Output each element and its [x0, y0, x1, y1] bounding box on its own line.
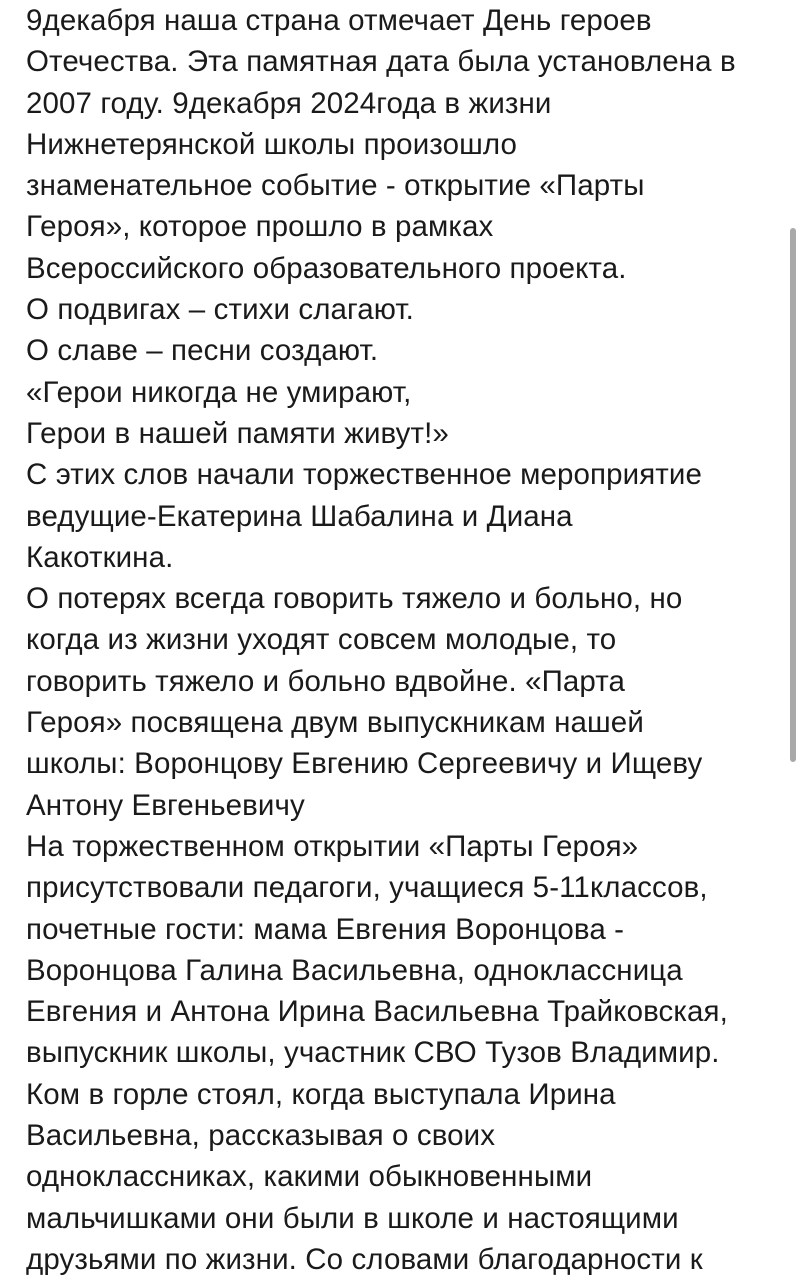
- vertical-scrollbar[interactable]: [790, 228, 796, 762]
- text-line: Нижнетерянской школы произошло: [26, 127, 517, 161]
- text-line: Ком в горле стоял, когда выступала Ирина: [26, 1077, 616, 1111]
- text-line: ведущие-Екатерина Шабалина и Диана: [26, 499, 573, 533]
- text-line: выпускник школы, участник СВО Тузов Владимир.: [26, 1036, 720, 1070]
- text-line: Антону Евгеньевичу: [26, 788, 305, 822]
- text-line: Герои в нашей памяти живут!»: [26, 416, 449, 450]
- text-line: О славе – песни создают.: [26, 334, 379, 368]
- text-line: О потерях всегда говорить тяжело и больно, но: [26, 582, 683, 616]
- text-line: Воронцова Галина Васильевна, одноклассница: [26, 953, 683, 987]
- article-text: [26, 0, 786, 1280]
- text-line: Героя», которое прошло в рамках: [26, 210, 494, 244]
- text-line: знаменательное событие - открытие «Парты: [26, 169, 645, 203]
- text-line: Васильевна, рассказывая о своих: [26, 1119, 496, 1153]
- text-line: мальчишками они были в школе и настоящими: [26, 1201, 679, 1235]
- text-line: Героя» посвящена двум выпускникам нашей: [26, 706, 644, 740]
- text-line: почетные гости: мама Евгения Воронцова -: [26, 912, 625, 946]
- text-line: школы: Воронцову Евгению Сергеевичу и Ищеву: [26, 747, 703, 781]
- text-line: Евгения и Антона Ирина Васильевна Трайковская,: [26, 995, 728, 1029]
- text-line: Какоткина.: [26, 540, 174, 574]
- text-line: Отечества. Эта памятная дата была установлена в: [26, 45, 736, 79]
- text-line: одноклассниках, какими обыкновенными: [26, 1160, 593, 1194]
- text-line: когда из жизни уходят совсем молодые, то: [26, 623, 617, 657]
- text-line: «Герои никогда не умирают,: [26, 375, 412, 409]
- text-line: 9декабря наша страна отмечает День героев: [26, 4, 652, 37]
- text-line: Всероссийского образовательного проекта.: [26, 251, 627, 285]
- text-line: С этих слов начали торжественное мероприятие: [26, 458, 702, 492]
- text-line: 2007 году. 9декабря 2024года в жизни: [26, 86, 552, 120]
- text-line: говорить тяжело и больно вдвойне. «Парта: [26, 664, 626, 698]
- text-line: друзьями по жизни. Со словами благодарности к: [26, 1242, 703, 1276]
- text-line: О подвигах – стихи слагают.: [26, 293, 414, 327]
- text-line: присутствовали педагоги, учащиеся 5-11классов,: [26, 871, 708, 905]
- text-line: На торжественном открытии «Парты Героя»: [26, 829, 639, 863]
